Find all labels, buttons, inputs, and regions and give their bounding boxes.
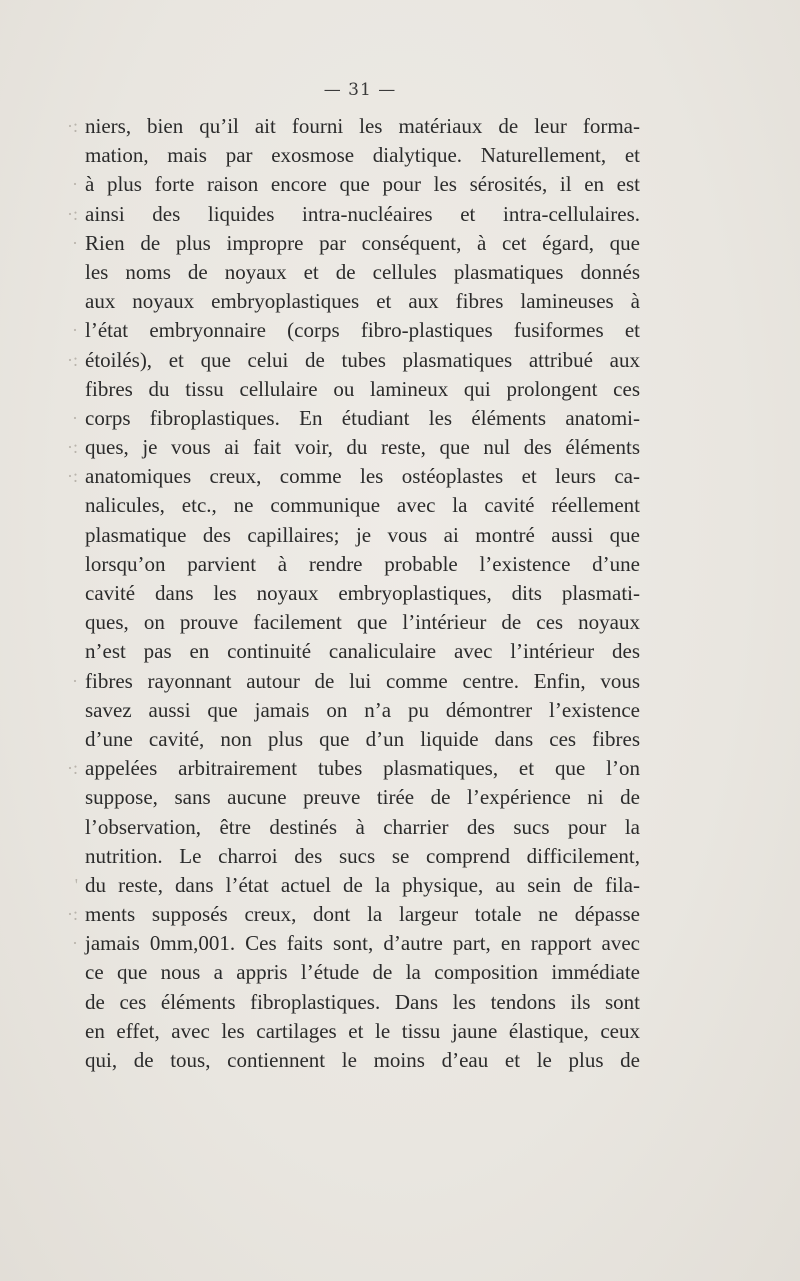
- text-line: étoilés), et que celui de tubes plasmatiques attribué aux: [85, 347, 640, 372]
- text-line: ques, je vous ai fait voir, du reste, que nul des éléments: [85, 435, 640, 460]
- margin-mark: ·: [72, 232, 78, 253]
- margin-mark: [42, 958, 82, 987]
- text-line: appelées arbitrairement tubes plasmatiques, et que l’on: [85, 756, 640, 781]
- text-line: plasmatique des capillaires; je vous ai montré aussi que: [85, 522, 640, 547]
- margin-mark: [42, 637, 82, 666]
- text-line: ques, on prouve facilement que l’intérieur de ces noyaux: [85, 610, 640, 635]
- text-line: en effet, avec les cartilages et le tissu jaune élastique, ceux: [85, 1018, 640, 1043]
- margin-mark: [42, 550, 82, 579]
- text-line: d’une cavité, non plus que d’un liquide dans ces fibres: [85, 726, 640, 751]
- text-line: fibres rayonnant autour de lui comme centre. Enfin, vous: [85, 668, 640, 693]
- text-line: lorsqu’on parvient à rendre probable l’existence d’une: [85, 551, 640, 576]
- text-line: suppose, sans aucune preuve tirée de l’expérience ni de: [85, 785, 640, 810]
- margin-mark: [42, 287, 82, 316]
- margin-mark: [42, 696, 82, 725]
- margin-mark: ·: [72, 174, 78, 195]
- margin-mark: [42, 842, 82, 871]
- margin-mark: [42, 375, 82, 404]
- text-line: jamais 0mm,001. Ces faits sont, d’autre part, en rapport avec: [85, 931, 640, 956]
- margin-mark: ·: [72, 407, 78, 428]
- text-line: de ces éléments fibroplastiques. Dans les tendons ils sont: [85, 989, 640, 1014]
- text-line: nalicules, etc., ne communique avec la cavité réellement: [85, 493, 640, 518]
- margin-mark: ·: [72, 670, 78, 691]
- text-line: anatomiques creux, comme les ostéoplastes et leurs ca-: [85, 464, 640, 489]
- text-line: ments supposés creux, dont la largeur totale ne dépasse: [85, 902, 640, 927]
- margin-mark: [42, 813, 82, 842]
- margin-bleed-marks: [42, 112, 82, 1075]
- margin-mark: ·:: [67, 466, 78, 487]
- text-line: niers, bien qu’il ait fourni les matériaux de leur forma-: [85, 114, 640, 138]
- margin-mark: ·:: [67, 203, 78, 224]
- text-line: l’état embryonnaire (corps fibro-plastiques fusiformes et: [85, 318, 640, 343]
- text-line: du reste, dans l’état actuel de la physique, au sein de fila-: [85, 872, 640, 897]
- text-line: fibres du tissu cellulaire ou lamineux qui prolongent ces: [85, 376, 640, 401]
- margin-mark: ': [74, 874, 78, 895]
- margin-mark: [42, 1046, 82, 1075]
- text-line: savez aussi que jamais on n’a pu démontrer l’existence: [85, 697, 640, 722]
- margin-mark: ·:: [67, 758, 78, 779]
- page-number: — 31 —: [323, 80, 397, 100]
- text-line: mation, mais par exosmose dialytique. Naturellement, et: [85, 143, 640, 168]
- text-line: ce que nous a appris l’étude de la composition immédiate: [85, 960, 640, 985]
- text-line: ainsi des liquides intra-nucléaires et intra-cellulaires.: [85, 201, 640, 226]
- margin-mark: [42, 521, 82, 550]
- margin-mark: ·: [72, 320, 78, 341]
- margin-mark: [42, 988, 82, 1017]
- margin-mark: [42, 141, 82, 170]
- margin-mark: [42, 491, 82, 520]
- margin-mark: [42, 1017, 82, 1046]
- text-line: corps fibroplastiques. En étudiant les éléments anatomi-: [85, 405, 640, 430]
- margin-mark: ·: [72, 933, 78, 954]
- margin-mark: [42, 783, 82, 812]
- text-line: qui, de tous, contiennent le moins d’eau et le plus de: [85, 1048, 640, 1072]
- margin-mark: [42, 579, 82, 608]
- text-line: à plus forte raison encore que pour les sérosités, il en est: [85, 172, 640, 197]
- text-line: n’est pas en continuité canaliculaire avec l’intérieur des: [85, 639, 640, 664]
- margin-mark: ·:: [67, 437, 78, 458]
- margin-mark: ·:: [67, 904, 78, 925]
- margin-mark: [42, 608, 82, 637]
- text-line: l’observation, être destinés à charrier des sucs pour la: [85, 814, 640, 839]
- margin-mark: ·:: [67, 116, 78, 136]
- text-line: aux noyaux embryoplastiques et aux fibres lamineuses à: [85, 289, 640, 314]
- margin-mark: ·:: [67, 349, 78, 370]
- margin-mark: [42, 725, 82, 754]
- text-line: les noms de noyaux et de cellules plasmatiques donnés: [85, 259, 640, 284]
- margin-mark: [42, 258, 82, 287]
- text-line: nutrition. Le charroi des sucs se comprend difficilement,: [85, 843, 640, 868]
- text-line: cavité dans les noyaux embryoplastiques, dits plasmati-: [85, 581, 640, 605]
- body-text: [85, 112, 640, 1075]
- text-line: Rien de plus impropre par conséquent, à cet égard, que: [85, 230, 640, 255]
